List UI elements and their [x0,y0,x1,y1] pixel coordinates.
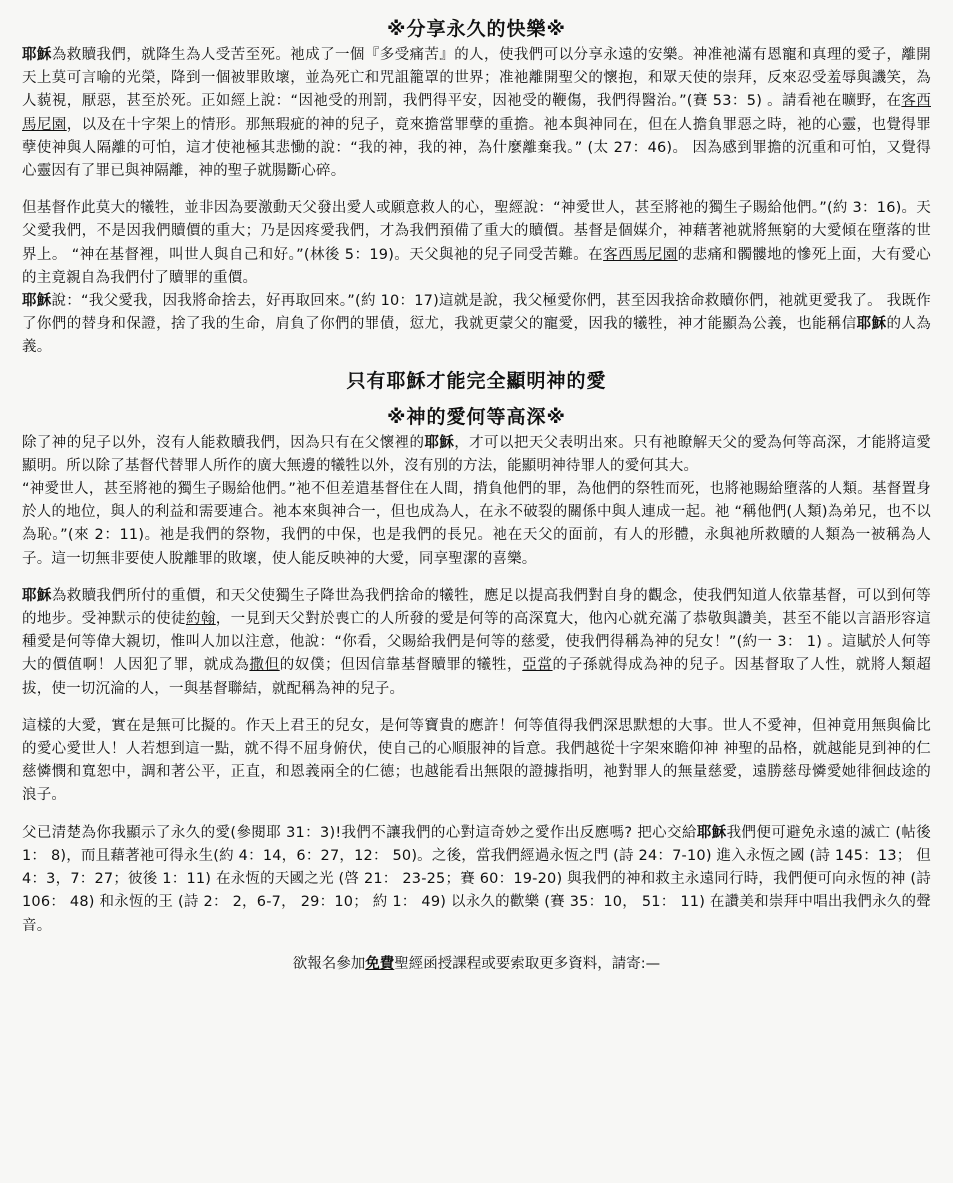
paragraph-8 [22,822,931,938]
name-adam: 亞當 [522,657,553,674]
text-run: 父已清楚為你我顯示了永久的愛(參閱耶 31：3)!我們不讓我們的心對這奇妙之愛作出反應嗎? 把心交給 [22,824,697,841]
text-run: ，才可以把天父表明出來。只有祂瞭解天父的愛為何等高深，才能將這愛顯明。所以除了基督代替罪人所作的廣大無邊的犧牲以外，沒有別的方法，能顯明神待罪人的愛何其大。 [22,434,931,474]
heading-only-jesus-reveals-love: 只有耶穌才能完全顯明神的愛 [346,369,607,392]
text-run: 為救贖我們，就降生為人受苦至死。祂成了一個『多受痛苦』的人，使我們可以分享永遠的安樂。神准祂滿有恩寵和真理的愛子，離開天上莫可言喻的光榮，降到一個被罪敗壞，並為死亡和咒詛籠罩的世界；准祂離開聖父的懷抱，和眾天使的崇拜，反來忍受羞辱與譏笑，為人藐視，厭惡，甚至於死。正如經上說：“因祂受的刑罰，我們得平安，因祂受的鞭傷，我們得醫治。”(賽 53：5) 。請看祂在曠野，在 [22,47,931,110]
paragraph-7: 這樣的大愛，實在是無可比擬的。作天上君王的兒女，是何等寶貴的應許！何等值得我們深思默想的大事。世人不愛神，但神竟用無與倫比的愛心愛世人！人若想到這一點，就不得不屈身俯伏，使自己的心順服神的旨意。我們越從十字架來瞻仰神 神聖的品格，就越能見到神的仁慈憐憫和寬恕中，調和著公平，正直，和恩義兩全的仁德；也越能看出無限的證據指明，祂對罪人的無量慈愛，遠勝慈母憐愛她徘徊歧途的浪子。 [22,717,931,804]
heading-depth-of-gods-love: ※神的愛何等高深※ [387,405,566,428]
place-gethsemane: 客西馬尼園 [603,246,678,263]
text-run: 聖經函授課程或要索取更多資料，請寄:— [394,955,661,972]
name-jesus: 耶穌 [22,587,52,604]
text-run: 為救贖我們所付的重價，和天父使獨生子降世為我們捨命的犧牲，應足以提高我們對自身的觀念，使我們知道人依靠基督，可以到何等的地步。受神默示的使徒 [22,587,931,628]
text-run: 說：“我父愛我，因我將命捨去，好再取回來。”(約 10：17)這就是說，我父極愛你們，甚至因我捨命救贖你們，祂就更愛我了。 我既作了你們的替身和保證，捨了我的生命，肩負了你們的罪債，愆尤，我就更蒙父的寵愛，因我的犧牲，神才能顯為公義，也能稱信 [22,293,931,333]
paragraph-2 [22,197,931,290]
name-jesus: 耶穌 [696,824,727,841]
name-john: 約翰 [185,611,216,628]
text-run: 但基督作此莫大的犧牲，並非因為要激動天父發出愛人或願意救人的心，聖經說：“神愛世人，甚至將祂的獨生子賜給他們。”(約 3：16)。天父愛我們，不是因我們贖價的重大；乃是因疼愛我們，才為我們預備了重大的贖價。基督是個媒介，神藉著祂就將無窮的大愛傾在墮落的世界上。 “神在基督裡，叫世人與自己和好。”(林後 5：19)。天父與祂的兒子同受苦難。在 [22,200,931,263]
footer-contact-line [22,952,931,976]
text-run: 除了神的兒子以外，沒有人能救贖我們，因為只有在父懷裡的 [22,434,425,451]
name-jesus: 耶穌 [22,293,52,310]
heading-share-eternal-joy: ※分享永久的快樂※ [387,18,566,40]
text-run: 我們便可避免永遠的滅亡 (帖後 1： 8)，而且藉著祂可得永生(約 4：14，6：27，12： 50)。之後，當我們經過永恆之門 (詩 24：7-10) 進入永恆之國 (詩 145：13； 但 4：3，7：27；彼後 1：11) 在永恆的天國之光 (啓 21： 23-25；賽 60：19-20) 與我們的神和救主永遠同行時，我們便可向永恆的神 (詩 106： 48) 和永恆的王 (詩 2： 2，6-7， 29：10； 約 1： 49) 以永久的歡樂 (賽 35：10， 51： 11) 在讚美和崇拜中唱出我們永久的聲音。 [22,824,931,934]
text-run: ，一見到天父對於喪亡的人所發的愛是何等的高深寬大，他內心就充滿了恭敬與讚美，甚至不能以言語形容這種愛是何等偉大親切，惟叫人加以注意，他說：“你看，父賜給我們是何等的慈愛，使我們得稱為神的兒女！”(約一 3： 1) 。這賦於人何等大的價值啊！人因犯了罪，就成為 [22,611,931,674]
place-gethsemane: 客西馬尼園 [22,93,931,133]
paragraph-4 [22,432,931,478]
paragraph-1 [22,44,931,183]
name-jesus: 耶穌 [424,434,455,451]
paragraph-3 [22,290,931,360]
name-satan: 撒但 [249,657,280,674]
text-run: 的子孫就得成為神的兒子。因基督取了人性，就將人類超拔，使一切沉淪的人，一與基督聯結，就配稱為神的兒子。 [22,657,932,697]
paragraph-6 [22,585,931,701]
name-jesus: 耶穌 [856,316,887,333]
name-jesus: 耶穌 [22,47,52,63]
text-run: 的奴僕；但因信靠基督贖罪的犧牲， [279,657,523,674]
free-label: 免費 [365,955,395,972]
text-run: 欲報名參加 [292,955,366,972]
text-run: 的人為義。 [22,316,931,356]
text-run: ，以及在十字架上的情形。那無瑕疵的神的兒子，竟來擔當罪孽的重擔。祂本與神同在，但在人擔負罪惡之時，祂的心靈，也覺得罪孽使神與人隔離的可怕，這才使祂極其悲慟的說：“我的神，我的神，為什麼離棄我。” (太 27：46)。 因為感到罪擔的沉重和可怕，又覺得心靈因有了罪已與神隔離，神的聖子就腸斷心碎。 [22,116,931,180]
paragraph-5: “神愛世人，甚至將祂的獨生子賜給他們。”祂不但差遣基督住在人間，揹負他們的罪，為他們的祭牲而死，也將祂賜給墮落的人類。基督置身於人的地位，與人的利益和需要連合。祂本來與神合一，但也成為人，在永不破裂的關係中與人連成一起。祂 “稱他們(人類)為弟兄，也不以為恥。”(來 2：11)。祂是我們的祭物，我們的中保，也是我們的長兄。祂在天父的面前，有人的形體，永與祂所救贖的人類為一被稱為人子。這一切無非要使人脫離罪的敗壞，使人能反映神的大愛，同享聖潔的喜樂。 [22,481,931,567]
text-run: 的悲痛和髑髏地的慘死上面，大有愛心的主竟親自為我們付了贖罪的重價。 [22,246,932,286]
